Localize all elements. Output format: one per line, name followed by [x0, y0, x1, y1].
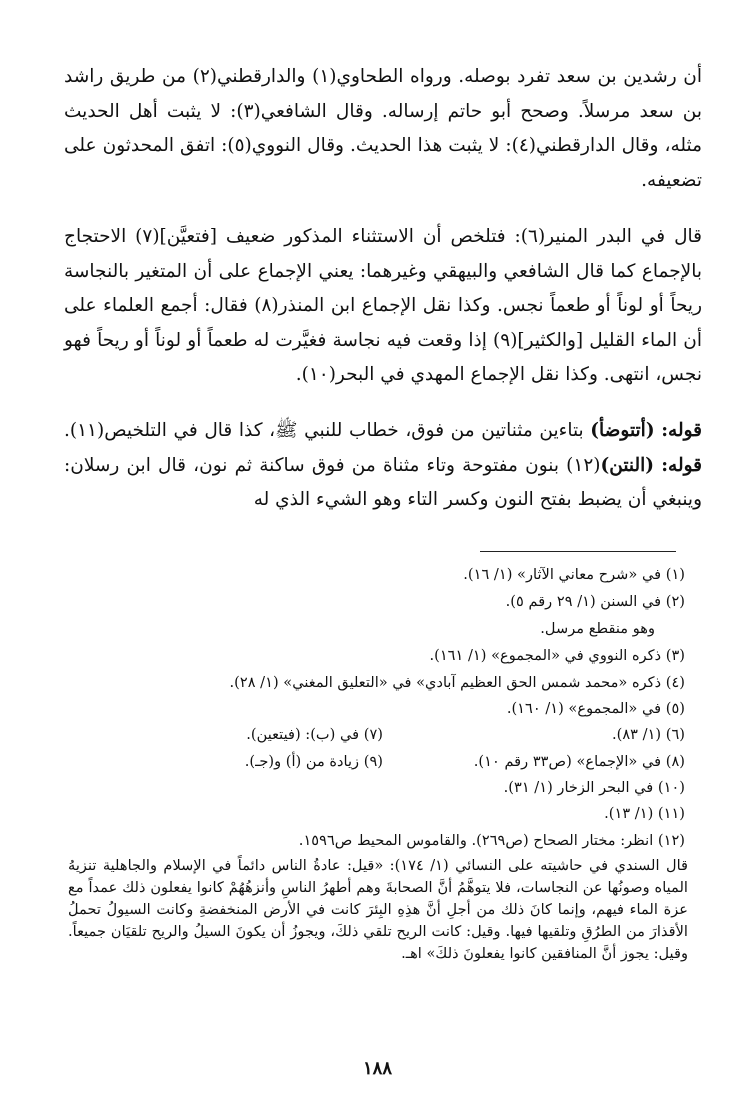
page-number: ١٨٨ [362, 1058, 392, 1079]
footnote-5: (٥) في «المجموع» (١/ ١٦٠). [506, 700, 685, 717]
footnote-2: (٢) في السنن (١/ ٢٩ رقم ٥). [505, 593, 685, 610]
paragraph-1 [64, 60, 702, 198]
paragraph-3-text [64, 414, 702, 518]
paragraph-2-text: قال في البدر المنير(٦): فتلخص أن الاستثناء المذكور ضعيف [فتعيَّن](٧) الاحتجاج بالإجماع كما قال الشافعي والبيهقي وغيرهما: يعني الإجماع على أن المتغير بالنجاسة ريحاً أو لوناً أو طعماً نجس. وكذا نقل الإجماع ابن المنذر(٨) فقال: أجمع العلماء على أن الماء القليل [والكثير](٩) إذا وقعت فيه نجاسة فغيَّرت له طعماً أو لوناً أو ريحاً فهو نجس، انتهى. وكذا نقل الإجماع المهدي في البحر(١٠). [64, 226, 703, 385]
footnote-separator [480, 551, 676, 552]
footnote-12-quote: قال السندي في حاشيته على النسائي (١/ ١٧٤): «قيل: عادةُ الناس دائماً في الإسلام والجاهلية تنزيهُ المياه وصونُها عن النجاسات، فلا يتوهَّمُ أنَّ الصحابةَ وهم أطهرُ الناسِ وأنزهُهُمْ كانوا يفعلون ذلك عمداً مع عزة الماء فيهم، وإنما كانَ ذلك من أجلِ أنَّ هذِهِ البِئرَ كانت في الأرض المنخفضةِ وكانت السيولُ تحملُ الأقذارَ من الطرُقِ وتلقيها فيها. وقيل: كانت الريح تلقي ذلكَ، ويجوزُ أن يكونَ السيلُ والريح تلقيَان جميعاً. وقيل: يجوز أنَّ المنافقين كانوا يفعلونَ ذلكَ» اهـ. [68, 857, 688, 962]
commentary-1: بتاءين مثناتين من فوق، خطاب للنبي ﷺ، كذا قال في التلخيص(١١). [64, 420, 591, 441]
footnote-3: (٣) ذكره النووي في «المجموع» (١/ ١٦١). [429, 647, 685, 664]
footnote-4: (٤) ذكره «محمد شمس الحق العظيم آبادي» في «التعليق المغني» (١/ ٢٨). [229, 674, 685, 691]
paragraph-3 [64, 414, 702, 518]
footnote-10: (١٠) في البحر الزخار (١/ ٣١). [503, 779, 685, 796]
quoted-term-1: (أتتوضأ) [590, 420, 655, 441]
paragraph-1-text: أن رشدين بن سعد تفرد بوصله. ورواه الطحاوي(١) والدارقطني(٢) من طريق راشد بن سعد مرسلاً. وصحح أبو حاتم إرساله. وقال الشافعي(٣): لا يثبت أهل الحديث مثله، وقال الدارقطني(٤): لا يثبت هذا الحديث. وقال النووي(٥): اتفق المحدثون على تضعيفه. [64, 66, 702, 191]
footnote-12: (١٢) انظر: مختار الصحاح (ص٢٦٩). والقاموس المحيط ص١٥٩٦. [298, 832, 685, 849]
quote-label-1: قوله: [661, 420, 702, 441]
footnote-7: (٧) في (ب): (فيتعين). [246, 726, 383, 743]
quote-label-2: قوله: [661, 454, 702, 476]
commentary-2: (١٢) بنون مفتوحة وتاء مثناة من فوق ساكنة ثم نون، قال ابن رسلان: وينبغي أن يضبط بفتح النون وكسر التاء وهو الشيء الذي له [64, 454, 702, 510]
footnote-6: (٦) (١/ ٨٣). [611, 726, 685, 743]
footnote-11: (١١) (١/ ١٣). [604, 805, 685, 822]
footnote-1: (١) في «شرح معاني الآثار» (١/ ١٦). [463, 566, 685, 583]
footnote-9: (٩) زيادة من (أ) و(جـ). [244, 753, 383, 770]
quoted-term-2: (النتن) [600, 454, 655, 476]
paragraph-2 [64, 220, 702, 393]
footnote-8: (٨) في «الإجماع» (ص٣٣ رقم ١٠). [473, 753, 685, 770]
footnote-2-note: وهو منقطع مرسل. [540, 620, 655, 637]
